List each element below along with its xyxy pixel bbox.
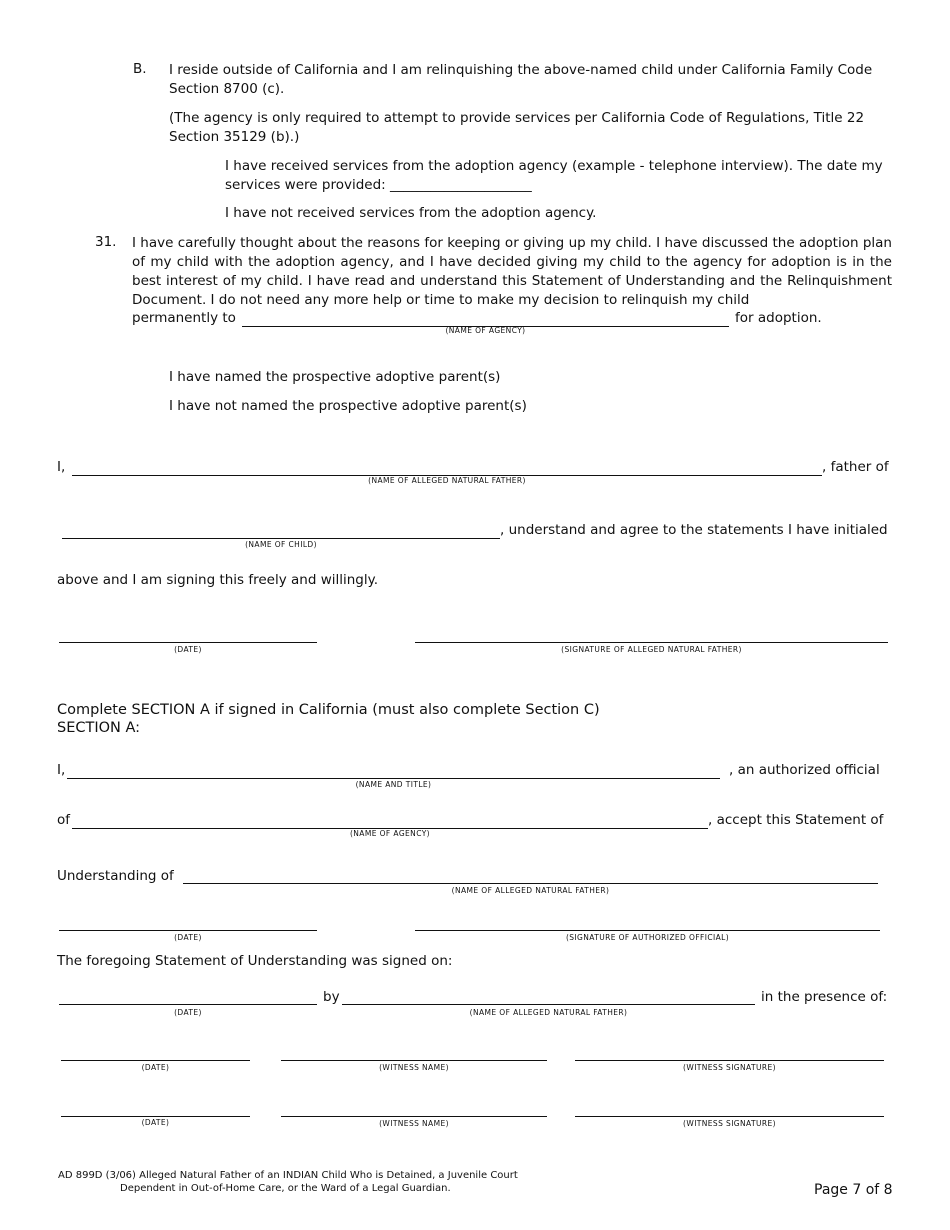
section-a-i: I, [57, 762, 66, 778]
signed-on-date-line[interactable] [59, 1004, 317, 1005]
official-signature-caption: (SIGNATURE OF AUTHORIZED OFFICIAL) [565, 933, 730, 942]
witness-1-name-line[interactable] [281, 1060, 547, 1061]
section-a-heading: Complete SECTION A if signed in California (must also complete Section C) [57, 702, 600, 718]
foregoing-text: The foregoing Statement of Understanding was signed on: [57, 953, 453, 969]
official-agency-caption: (NAME OF AGENCY) [349, 829, 431, 838]
item-31-for-adoption: for adoption. [735, 310, 822, 326]
understand-text: , understand and agree to the statements I have initialed [500, 522, 888, 538]
child-name-line[interactable] [62, 538, 500, 539]
witness-1-date-caption: (DATE) [141, 1063, 170, 1072]
presence-of-text: in the presence of: [761, 989, 888, 1005]
official-name-title-line[interactable] [67, 778, 720, 779]
item-31-number: 31. [95, 234, 117, 250]
father-name-caption: (NAME OF ALLEGED NATURAL FATHER) [368, 476, 526, 485]
witness-2-name-caption: (WITNESS NAME) [379, 1119, 449, 1128]
father-date-caption: (DATE) [174, 645, 202, 654]
signed-on-date-caption: (DATE) [174, 1008, 202, 1017]
witness-2-date-line[interactable] [61, 1116, 250, 1117]
form-id-line-1: AD 899D (3/06) Alleged Natural Father of an INDIAN Child Who is Detained, a Juvenile Court [58, 1170, 518, 1181]
section-b-text: I reside outside of California and I am relinquishing the above-named child under California Family Code Section 8700 (c). [169, 62, 873, 97]
official-signature-line[interactable] [415, 930, 880, 931]
understanding-father-caption: (NAME OF ALLEGED NATURAL FATHER) [451, 886, 610, 895]
section-a-of: of [57, 812, 71, 828]
father-signature-line[interactable] [415, 642, 888, 643]
witness-2-signature-line[interactable] [575, 1116, 884, 1117]
item-31-text: I have carefully thought about the reasons for keeping or giving up my child. I have discussed the adoption plan of my child with the adoption agency, and I have decided giving my child to the agency for adoption is in the best interest of my child. I have read and understand this Statement of Understanding and the Relinquishment Document. I do not need any more help or time to make my decision to relinquish my child [132, 235, 892, 308]
agency-name-caption: (NAME OF AGENCY) [445, 326, 526, 335]
signed-by-father-line[interactable] [342, 1004, 755, 1005]
child-name-caption: (NAME OF CHILD) [245, 540, 317, 549]
section-b-label: B. [133, 61, 147, 77]
witness-1-name-caption: (WITNESS NAME) [379, 1063, 449, 1072]
father-date-line[interactable] [59, 642, 317, 643]
witness-1-signature-caption: (WITNESS SIGNATURE) [683, 1063, 776, 1072]
item-31-permanently: permanently to [132, 310, 236, 326]
father-signature-caption: (SIGNATURE OF ALLEGED NATURAL FATHER) [561, 645, 742, 654]
by-text: by [323, 989, 340, 1005]
page-number: Page 7 of 8 [814, 1182, 893, 1198]
authorized-official-text: , an authorized official [729, 762, 880, 778]
father-of-text: , father of [822, 459, 889, 475]
official-date-caption: (DATE) [174, 933, 202, 942]
name-title-caption: (NAME AND TITLE) [355, 780, 432, 789]
witness-1-date-line[interactable] [61, 1060, 250, 1061]
not-named-parents-option: I have not named the prospective adoptive parent(s) [169, 398, 527, 414]
form-id-line-2: Dependent in Out-of-Home Care, or the Ward of a Legal Guardian. [120, 1183, 451, 1194]
witness-1-signature-line[interactable] [575, 1060, 884, 1061]
witness-2-signature-caption: (WITNESS SIGNATURE) [683, 1119, 776, 1128]
named-parents-option: I have named the prospective adoptive parent(s) [169, 369, 501, 385]
accept-statement-text: , accept this Statement of [708, 812, 884, 828]
witness-2-date-caption: (DATE) [141, 1118, 170, 1127]
services-not-received-option: I have not received services from the adoption agency. [225, 205, 597, 221]
official-date-line[interactable] [59, 930, 317, 931]
section-a-title: SECTION A: [57, 720, 141, 736]
understanding-of-text: Understanding of [57, 868, 174, 884]
section-b-note: (The agency is only required to attempt to provide services per California Code of Regulations, Title 22 Section 35129 (b).) [169, 110, 865, 145]
witness-2-name-line[interactable] [281, 1116, 547, 1117]
understanding-father-line[interactable] [183, 883, 878, 884]
services-received-option: I have received services from the adoption agency (example - telephone interview). The date my services were provided: _____________________ [225, 158, 883, 193]
signed-by-father-caption: (NAME OF ALLEGED NATURAL FATHER) [469, 1008, 628, 1017]
declaration-i: I, [57, 459, 66, 475]
signing-freely-text: above and I am signing this freely and willingly. [57, 572, 378, 588]
